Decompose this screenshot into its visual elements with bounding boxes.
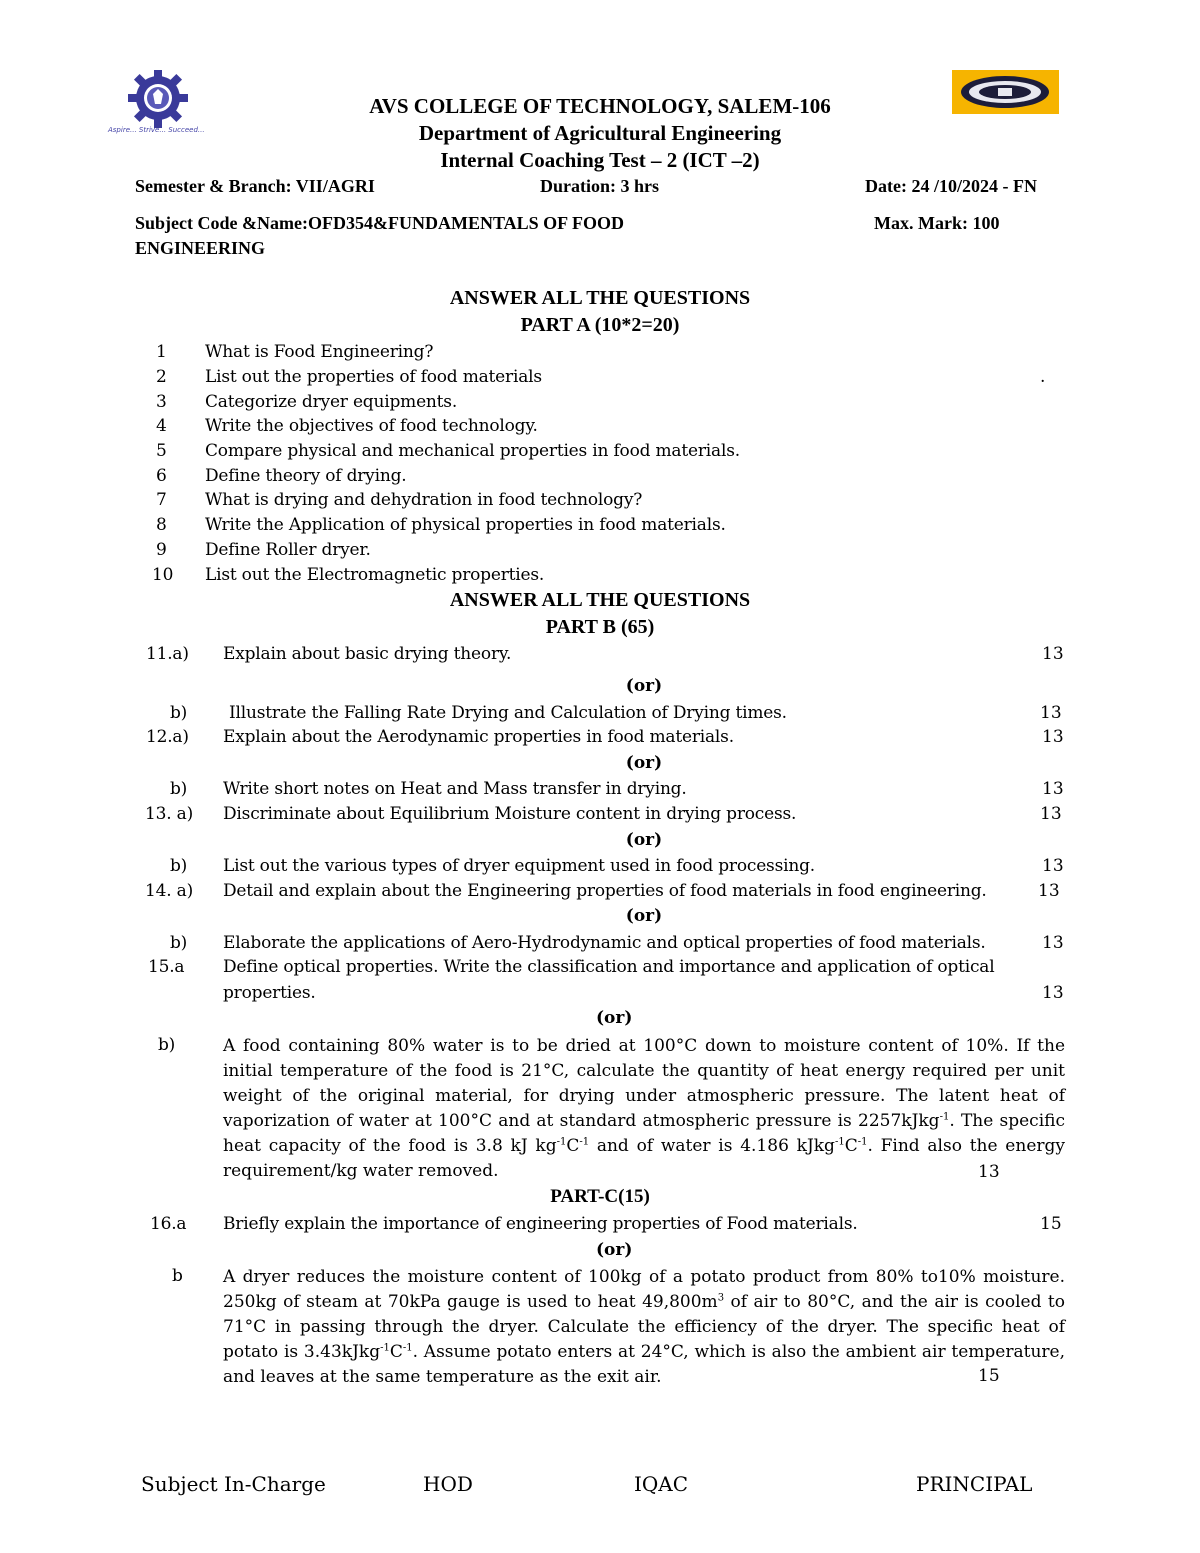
logo-tagline: Aspire... Strive... Succeed... <box>108 126 205 134</box>
superscript: -1 <box>402 1342 413 1354</box>
question-text: Define theory of drying. <box>205 466 407 486</box>
question-text: Write the Application of physical properties in food materials. <box>205 515 726 535</box>
problem-text-part: . Assume potato enters at 24°C, which is also the ambient air temperature, and leaves at the same temperature as the exit air. <box>223 1342 1065 1387</box>
question-text-problem <box>223 1034 1065 1184</box>
question-text: Explain about basic drying theory. <box>223 644 512 664</box>
question-number: 16.a <box>150 1214 187 1234</box>
or-separator: (or) <box>625 830 663 850</box>
part-b-instruction: ANSWER ALL THE QUESTIONS <box>449 589 751 611</box>
question-text: Define optical properties. Write the classification and importance and application of optical <box>223 957 995 977</box>
superscript: -1 <box>857 1136 868 1148</box>
question-number: b) <box>158 1035 176 1055</box>
exam-date: Date: 24 /10/2024 - FN <box>865 176 1037 196</box>
question-text: Detail and explain about the Engineering properties of food materials in food engineering. <box>223 881 987 901</box>
trailing-dot: . <box>1040 367 1046 387</box>
question-text: List out the various types of dryer equipment used in food processing. <box>223 856 815 876</box>
question-text: Write short notes on Heat and Mass transfer in drying. <box>223 779 687 799</box>
question-text: Illustrate the Falling Rate Drying and Calculation of Drying times. <box>229 703 787 723</box>
part-a-instruction: ANSWER ALL THE QUESTIONS <box>449 287 751 309</box>
subject-code-name: Subject Code &Name:OFD354&FUNDAMENTALS OF FOOD <box>135 213 624 233</box>
problem-text-part: C <box>844 1136 858 1156</box>
problem-text-part: A food containing 80% water is to be dried at 100°C down to moisture content of 10%. If the initial temperature of the food is 21°C, calculate the quantity of heat energy required per unit weight of the original material, for drying under atmospheric pressure. The latent heat of vaporization of water at 100°C and at standard atmospheric pressure is 2257kJkg <box>223 1036 1065 1131</box>
question-mark: 15 <box>978 1366 1000 1386</box>
question-number: 11.a) <box>146 644 189 664</box>
question-mark: 13 <box>978 1162 1000 1182</box>
problem-text-part: of air to 80°C, and the air is cooled to 71°C in passing through the dryer. Calculate the efficiency of the dryer. The specific heat of potato is 3.43kJkg <box>223 1292 1065 1362</box>
question-number: 2 <box>156 367 167 387</box>
question-text: Briefly explain the importance of engineering properties of Food materials. <box>223 1214 858 1234</box>
or-separator: (or) <box>625 676 663 696</box>
problem-text-part: . The specific heat capacity of the food is 3.8 kJ kg <box>223 1111 1065 1156</box>
or-separator: (or) <box>596 1008 633 1028</box>
question-number: b) <box>170 779 188 799</box>
question-text: What is Food Engineering? <box>205 342 434 362</box>
question-mark: 13 <box>1040 804 1062 824</box>
problem-text-part: C <box>389 1342 403 1362</box>
question-text: List out the properties of food materials <box>205 367 542 387</box>
superscript: -1 <box>834 1136 845 1148</box>
question-number: 7 <box>156 490 167 510</box>
question-number: 4 <box>156 416 167 436</box>
question-text: List out the Electromagnetic properties. <box>205 565 545 585</box>
question-number: b) <box>170 703 188 723</box>
question-mark: 13 <box>1042 779 1064 799</box>
question-text: Compare physical and mechanical properties in food materials. <box>205 441 740 461</box>
superscript: -1 <box>556 1136 567 1148</box>
question-text: Explain about the Aerodynamic properties in food materials. <box>223 727 734 747</box>
max-mark: Max. Mark: 100 <box>874 213 1000 233</box>
test-name: Internal Coaching Test – 2 (ICT –2) <box>440 148 760 172</box>
question-number: b) <box>170 933 188 953</box>
or-separator: (or) <box>596 1240 633 1260</box>
duration: Duration: 3 hrs <box>540 176 660 196</box>
superscript: 3 <box>717 1292 725 1304</box>
question-mark: 13 <box>1042 727 1064 747</box>
part-b-title: PART B (65) <box>545 616 655 638</box>
superscript: -1 <box>380 1342 390 1354</box>
question-mark: 13 <box>1042 933 1064 953</box>
department-name: Department of Agricultural Engineering <box>418 121 782 145</box>
question-number: 3 <box>156 392 167 412</box>
problem-text-part: . Find also the energy requirement/kg water removed. <box>223 1136 1065 1181</box>
question-mark: 13 <box>1042 983 1064 1003</box>
question-number: 1 <box>156 342 167 362</box>
question-number: 9 <box>156 540 167 560</box>
question-number: 12.a) <box>146 727 189 747</box>
question-number: b <box>172 1266 183 1286</box>
question-text: Discriminate about Equilibrium Moisture content in drying process. <box>223 804 797 824</box>
question-text: Write the objectives of food technology. <box>205 416 538 436</box>
question-text-cont: properties. <box>223 983 316 1003</box>
question-text: What is drying and dehydration in food technology? <box>205 490 643 510</box>
signature-subject-in-charge: Subject In-Charge <box>141 1472 326 1496</box>
subject-name-cont: ENGINEERING <box>135 238 266 258</box>
question-number: 14. a) <box>145 881 194 901</box>
question-text-problem <box>223 1265 1065 1390</box>
question-number: b) <box>170 856 188 876</box>
signature-hod: HOD <box>423 1472 473 1496</box>
question-number: 13. a) <box>145 804 194 824</box>
or-separator: (or) <box>625 906 663 926</box>
semester-branch: Semester & Branch: VII/AGRI <box>135 176 375 196</box>
question-mark: 13 <box>1038 881 1060 901</box>
question-mark: 13 <box>1042 644 1064 664</box>
question-number: 6 <box>156 466 167 486</box>
superscript: -1 <box>579 1136 590 1148</box>
part-a-title: PART A (10*2=20) <box>520 314 680 336</box>
question-mark: 13 <box>1042 856 1064 876</box>
problem-text-part: A dryer reduces the moisture content of 100kg of a potato product from 80% to10% moisture. 250kg of steam at 70kPa gauge is used to heat 49,800m <box>223 1267 1065 1312</box>
question-number: 8 <box>156 515 167 535</box>
question-text: Elaborate the applications of Aero-Hydrodynamic and optical properties of food materials. <box>223 933 986 953</box>
question-mark: 13 <box>1040 703 1062 723</box>
problem-text-part: C <box>566 1136 580 1156</box>
question-number: 10 <box>152 565 174 585</box>
or-separator: (or) <box>625 753 663 773</box>
question-text: Define Roller dryer. <box>205 540 371 560</box>
question-number: 5 <box>156 441 167 461</box>
college-name: AVS COLLEGE OF TECHNOLOGY, SALEM-106 <box>369 94 831 118</box>
question-number: 15.a <box>148 957 185 977</box>
problem-text-part: and of water is 4.186 kJkg <box>589 1136 835 1156</box>
part-c-title: PART-C(15) <box>550 1186 650 1207</box>
signature-iqac: IQAC <box>634 1472 689 1496</box>
question-mark: 15 <box>1040 1214 1062 1234</box>
signature-principal: PRINCIPAL <box>916 1472 1033 1496</box>
question-text: Categorize dryer equipments. <box>205 392 458 412</box>
superscript: -1 <box>939 1111 950 1123</box>
